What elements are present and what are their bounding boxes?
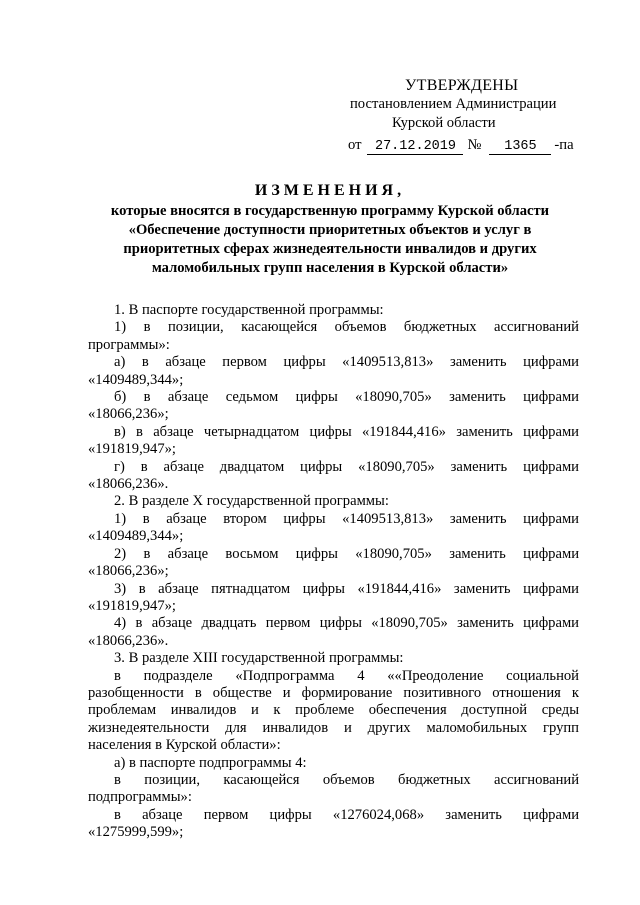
number-label: № (467, 137, 482, 153)
body-line: подпрограммы»: (88, 789, 192, 806)
approval-region: Курской области (392, 115, 496, 131)
from-label: от (348, 137, 362, 153)
decree-number: 1365 (489, 139, 551, 155)
body-line: «191819,947»; (88, 441, 176, 458)
heading-line: маломобильных групп населения в Курской области» (151, 260, 509, 276)
body-line: 2. В разделе X государственной программы: (114, 493, 389, 510)
body-line: «18066,236». (88, 476, 169, 493)
body-line: 1) в позиции, касающейся объемов бюджетных ассигнований (114, 319, 579, 336)
body-line: а) в абзаце первом цифры «1409513,813» заменить цифрами (114, 354, 579, 371)
body-line: г) в абзаце двадцатом цифры «18090,705» заменить цифрами (114, 458, 579, 475)
body-line: «18066,236»; (88, 563, 169, 580)
body-line: 4) в абзаце двадцать первом цифры «18090,705» заменить цифрами (114, 615, 579, 632)
body-line: «1409489,344»; (88, 371, 184, 388)
decree-date: 27.12.2019 (367, 139, 463, 155)
number-suffix: -па (554, 137, 574, 153)
body-line: «1409489,344»; (88, 528, 184, 545)
body-line: в) в абзаце четырнадцатом цифры «191844,416» заменить цифрами (114, 423, 579, 440)
document-heading (60, 181, 600, 278)
body-line: 3) в абзаце пятнадцатом цифры «191844,416» заменить цифрами (114, 580, 579, 597)
document-body (88, 302, 579, 842)
body-line: в подразделе «Подпрограмма 4 ««Преодоление социальной (114, 667, 579, 684)
body-line: «18066,236»; (88, 406, 169, 423)
approval-title: УТВЕРЖДЕНЫ (405, 77, 519, 94)
body-line: программы»: (88, 336, 170, 353)
body-line: «191819,947»; (88, 597, 176, 614)
body-line: 1. В паспорте государственной программы: (114, 302, 384, 318)
body-line: в позиции, касающейся объемов бюджетных ассигнований (114, 771, 579, 788)
heading-line: приоритетных сферах жизнедеятельности инвалидов и других (123, 241, 537, 257)
body-line: «1275999,599»; (88, 824, 184, 841)
body-line: проблемам инвалидов и к проблеме обеспечения доступной среды (88, 702, 579, 719)
body-line: 1) в абзаце втором цифры «1409513,813» заменить цифрами (114, 510, 579, 527)
body-line: «18066,236». (88, 632, 169, 649)
body-line: а) в паспорте подпрограммы 4: (114, 754, 307, 771)
heading-line: «Обеспечение доступности приоритетных объектов и услуг в (128, 222, 532, 238)
body-line: населения в Курской области»: (88, 737, 281, 754)
approval-issuer: постановлением Администрации (350, 96, 557, 112)
heading-title: ИЗМЕНЕНИЯ, (254, 182, 406, 199)
body-line: в абзаце первом цифры «1276024,068» заменить цифрами (114, 806, 579, 823)
heading-line: которые вносятся в государственную программу Курской области (110, 203, 550, 219)
approval-block (348, 76, 588, 155)
approval-date-number (348, 136, 588, 155)
body-line: 2) в абзаце восьмом цифры «18090,705» заменить цифрами (114, 545, 579, 562)
body-line: 3. В разделе XIII государственной программы: (114, 650, 404, 667)
body-line: жизнедеятельности для инвалидов и других маломобильных групп (88, 719, 579, 736)
body-line: разобщенности в обществе и формирование позитивного отношения к (88, 684, 579, 701)
body-line: б) в абзаце седьмом цифры «18090,705» заменить цифрами (114, 389, 579, 406)
